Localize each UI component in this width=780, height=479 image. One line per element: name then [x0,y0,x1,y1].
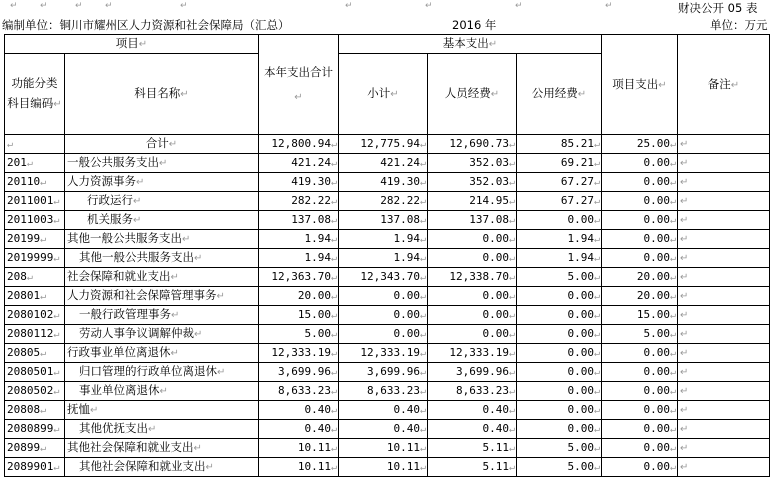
total-cell: 0.40↵ [259,401,339,420]
public-cell: 0.00↵ [517,382,602,401]
remark-cell: ↵ [678,439,770,458]
table-row [5,306,770,325]
personnel-cell: 0.00↵ [428,249,517,268]
subject-name-cell: 其他社会保障和就业支出↵ [65,458,259,477]
subtotal-cell: 0.00↵ [339,325,428,344]
subtotal-cell: 8,633.23↵ [339,382,428,401]
total-cell: 12,363.70↵ [259,268,339,287]
subtotal-cell: 0.00↵ [339,306,428,325]
personnel-cell: 0.00↵ [428,230,517,249]
public-cell: 0.00↵ [517,401,602,420]
expenditure-table [4,34,770,477]
table-row [5,420,770,439]
para-marker: ↵ [40,1,48,11]
subtotal-cell: 282.22↵ [339,192,428,211]
subtotal-cell: 1.94↵ [339,249,428,268]
subtotal-cell: 0.40↵ [339,401,428,420]
table-row [5,458,770,477]
total-cell: 0.40↵ [259,420,339,439]
public-cell: 0.00↵ [517,420,602,439]
remark-cell: ↵ [678,382,770,401]
project-cell: 0.00↵ [602,382,678,401]
total-cell: 20.00↵ [259,287,339,306]
public-cell: 0.00↵ [517,306,602,325]
project-cell: 0.00↵ [602,192,678,211]
public-cell: 67.27↵ [517,173,602,192]
func-code-cell: 20899↵ [5,439,65,458]
subtotal-cell: 12,775.94↵ [339,135,428,154]
table-row [5,173,770,192]
report-year: 2016 年 [452,18,497,32]
personnel-cell: 12,690.73↵ [428,135,517,154]
table-row [5,135,770,154]
project-cell: 0.00↵ [602,439,678,458]
func-code-cell: 2089901↵ [5,458,65,477]
personnel-cell: 12,338.70↵ [428,268,517,287]
public-cell: 0.00↵ [517,344,602,363]
total-cell: 282.22↵ [259,192,339,211]
subject-name-cell: 合计↵ [65,135,259,154]
para-marker: ↵ [425,1,433,11]
table-row [5,344,770,363]
table-row [5,154,770,173]
para-marker: ↵ [515,1,523,11]
func-code-cell: 20805↵ [5,344,65,363]
total-cell: 1.94↵ [259,249,339,268]
subject-name-cell: 人力资源事务↵ [65,173,259,192]
total-cell: 3,699.96↵ [259,363,339,382]
subtotal-cell: 0.40↵ [339,420,428,439]
total-cell: 12,800.94↵ [259,135,339,154]
form-number: 财决公开 05 表 [678,1,758,15]
personnel-cell: 5.11↵ [428,439,517,458]
project-cell: 20.00↵ [602,268,678,287]
public-cell: 0.00↵ [517,211,602,230]
func-code-cell: 2080899↵ [5,420,65,439]
project-cell: 0.00↵ [602,173,678,192]
func-code-cell: 20801↵ [5,287,65,306]
subject-name-cell: 人力资源和社会保障管理事务↵ [65,287,259,306]
remark-cell: ↵ [678,135,770,154]
personnel-cell: 3,699.96↵ [428,363,517,382]
personnel-cell: 0.00↵ [428,306,517,325]
table-row [5,363,770,382]
table-row [5,382,770,401]
total-header: 本年支出合计↵ [259,35,339,135]
table-row [5,401,770,420]
currency-unit: 单位：万元 [710,18,768,32]
total-cell: 10.11↵ [259,458,339,477]
project-header: 项目支出↵ [602,35,678,135]
remark-cell: ↵ [678,325,770,344]
total-cell: 137.08↵ [259,211,339,230]
subtotal-cell: 421.24↵ [339,154,428,173]
basic-header: 基本支出↵ [339,35,602,54]
public-cell: 1.94↵ [517,230,602,249]
subject-name-cell: 一般公共服务支出↵ [65,154,259,173]
remark-cell: ↵ [678,192,770,211]
total-cell: 12,333.19↵ [259,344,339,363]
func-code-cell: ↵ [5,135,65,154]
project-cell: 0.00↵ [602,363,678,382]
func-code-cell: 20199↵ [5,230,65,249]
remark-cell: ↵ [678,306,770,325]
personnel-cell: 137.08↵ [428,211,517,230]
func-code-cell: 2080112↵ [5,325,65,344]
remark-cell: ↵ [678,249,770,268]
public-cell: 5.00↵ [517,268,602,287]
personnel-cell: 0.40↵ [428,420,517,439]
personnel-cell: 8,633.23↵ [428,382,517,401]
subject-name-cell: 抚恤↵ [65,401,259,420]
func-code-cell: 2011003↵ [5,211,65,230]
total-cell: 421.24↵ [259,154,339,173]
subject-name-cell: 其他一般公共服务支出↵ [65,249,259,268]
project-cell: 0.00↵ [602,211,678,230]
table-row [5,287,770,306]
subject-name-cell: 机关服务↵ [65,211,259,230]
project-cell: 0.00↵ [602,420,678,439]
remark-cell: ↵ [678,363,770,382]
remark-cell: ↵ [678,154,770,173]
item-header: 项目↵ [5,35,259,54]
subtotal-cell: 12,333.19↵ [339,344,428,363]
subtotal-cell: 137.08↵ [339,211,428,230]
project-cell: 0.00↵ [602,344,678,363]
subtotal-cell: 419.30↵ [339,173,428,192]
total-cell: 1.94↵ [259,230,339,249]
remark-cell: ↵ [678,173,770,192]
reporting-unit: 编制单位：铜川市耀州区人力资源和社会保障局（汇总） [2,18,290,32]
public-cell: 85.21↵ [517,135,602,154]
personnel-cell: 352.03↵ [428,173,517,192]
subject-name-cell: 归口管理的行政单位离退休↵ [65,363,259,382]
func-code-cell: 2080502↵ [5,382,65,401]
public-cell: 0.00↵ [517,363,602,382]
remark-cell: ↵ [678,344,770,363]
personnel-cell: 5.11↵ [428,458,517,477]
remark-cell: ↵ [678,230,770,249]
remark-header: 备注↵ [678,35,770,135]
para-marker: ↵ [180,1,188,11]
subject-name-cell: 行政运行↵ [65,192,259,211]
report-header [0,0,780,34]
public-cell: 69.21↵ [517,154,602,173]
project-cell: 0.00↵ [602,401,678,420]
table-row [5,268,770,287]
func-code-cell: 208↵ [5,268,65,287]
public-cell: 67.27↵ [517,192,602,211]
public-cell: 0.00↵ [517,325,602,344]
project-cell: 0.00↵ [602,230,678,249]
personnel-header: 人员经费↵ [428,54,517,135]
subtotal-cell: 0.00↵ [339,287,428,306]
remark-cell: ↵ [678,458,770,477]
func-code-cell: 201↵ [5,154,65,173]
subject-name-cell: 其他社会保障和就业支出↵ [65,439,259,458]
func-code-cell: 2019999↵ [5,249,65,268]
subject-name-cell: 劳动人事争议调解仲裁↵ [65,325,259,344]
total-cell: 10.11↵ [259,439,339,458]
project-cell: 15.00↵ [602,306,678,325]
func-code-cell: 20110↵ [5,173,65,192]
subject-name-header: 科目名称↵ [65,54,259,135]
project-cell: 25.00↵ [602,135,678,154]
func-code-cell: 2080501↵ [5,363,65,382]
total-cell: 5.00↵ [259,325,339,344]
subtotal-cell: 12,343.70↵ [339,268,428,287]
total-cell: 419.30↵ [259,173,339,192]
header-row-1 [5,35,770,54]
subtotal-header: 小计↵ [339,54,428,135]
public-cell: 1.94↵ [517,249,602,268]
subject-name-cell: 行政事业单位离退休↵ [65,344,259,363]
subject-name-cell: 一般行政管理事务↵ [65,306,259,325]
total-cell: 15.00↵ [259,306,339,325]
func-code-cell: 2080102↵ [5,306,65,325]
subtotal-cell: 1.94↵ [339,230,428,249]
total-cell: 8,633.23↵ [259,382,339,401]
remark-cell: ↵ [678,420,770,439]
public-cell: 5.00↵ [517,458,602,477]
subject-name-cell: 社会保障和就业支出↵ [65,268,259,287]
remark-cell: ↵ [678,268,770,287]
public-header: 公用经费↵ [517,54,602,135]
subject-name-cell: 事业单位离退休↵ [65,382,259,401]
public-cell: 5.00↵ [517,439,602,458]
subtotal-cell: 10.11↵ [339,439,428,458]
para-marker: ↵ [105,1,113,11]
func-code-header: 功能分类科目编码↵ [5,54,65,135]
personnel-cell: 0.40↵ [428,401,517,420]
para-marker: ↵ [10,1,18,11]
project-cell: 20.00↵ [602,287,678,306]
func-code-cell: 20808↵ [5,401,65,420]
subject-name-cell: 其他一般公共服务支出↵ [65,230,259,249]
para-marker: ↵ [75,1,83,11]
subject-name-cell: 其他优抚支出↵ [65,420,259,439]
personnel-cell: 12,333.19↵ [428,344,517,363]
table-row [5,192,770,211]
para-marker: ↵ [605,1,613,11]
table-row [5,249,770,268]
para-marker: ↵ [345,1,353,11]
public-cell: 0.00↵ [517,287,602,306]
personnel-cell: 0.00↵ [428,325,517,344]
remark-cell: ↵ [678,287,770,306]
remark-cell: ↵ [678,211,770,230]
table-row [5,325,770,344]
table-row [5,439,770,458]
personnel-cell: 0.00↵ [428,287,517,306]
table-row [5,230,770,249]
personnel-cell: 352.03↵ [428,154,517,173]
project-cell: 5.00↵ [602,325,678,344]
project-cell: 0.00↵ [602,458,678,477]
project-cell: 0.00↵ [602,154,678,173]
subtotal-cell: 3,699.96↵ [339,363,428,382]
subtotal-cell: 10.11↵ [339,458,428,477]
func-code-cell: 2011001↵ [5,192,65,211]
project-cell: 0.00↵ [602,249,678,268]
remark-cell: ↵ [678,401,770,420]
table-row [5,211,770,230]
personnel-cell: 214.95↵ [428,192,517,211]
